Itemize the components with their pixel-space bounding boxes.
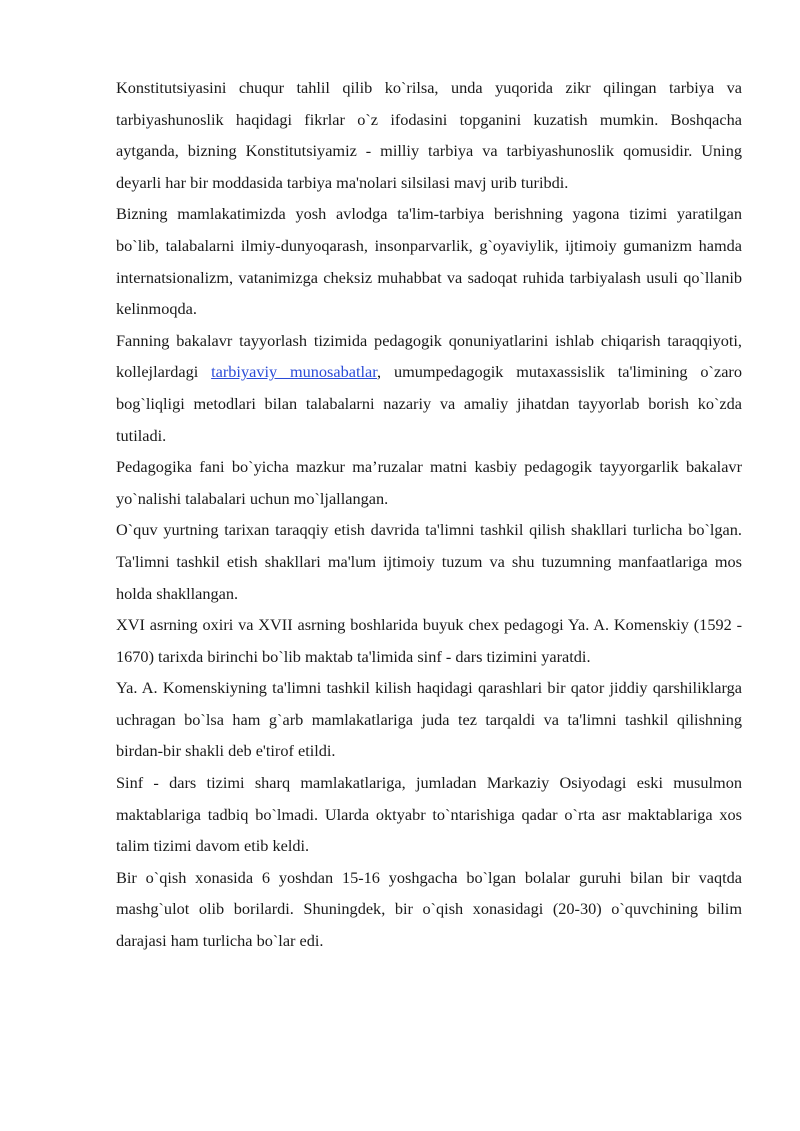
paragraph-class-lesson-east: Sinf - dars tizimi sharq mamlakatlariga, jumladan Markaziy Osiyodagi eski musulmon maktablariga tadbiq bo`lmadi. Ularda oktyabr to`ntarishiga qadar o`rta asr maktablariga xos talim tizimi davom etib keldi.	[116, 773, 742, 856]
paragraph-lecture-notes: Pedagogika fani bo`yicha mazkur ma’ruzalar matni kasbiy pedagogik tayyorgarlik bakalavr yo`nalishi talabalari uchun mo`ljallangan.	[116, 457, 742, 508]
document-page	[116, 72, 742, 957]
paragraph-text-after-link: , umumpedagogik mutaxassislik ta'limining o`zaro bog`liqligi metodlari bilan talabalarni nazariy va amaliy jihatdan tayyorlab borish ko`zda tutiladi.	[116, 362, 742, 445]
paragraph-classroom-groups: Bir o`qish xonasida 6 yoshdan 15-16 yoshgacha bo`lgan bolalar guruhi bilan bir vaqtda mashg`ulot olib borilardi. Shuningdek, bir o`qish xonasidagi (20-30) o`quvchining bilim darajasi ham turlicha bo`lar edi.	[116, 867, 742, 951]
paragraph-constitution: Konstitutsiyasini chuqur tahlil qilib ko`rilsa, unda yuqorida zikr qilingan tarbiya va tarbiyashunoslik haqidagi fikrlar o`z ifodasini topganini kuzatish mumkin. Boshqacha aytganda, bizning Konstitutsiyamiz - milliy tarbiya va tarbiyashunoslik qomusidir. Uning deyarli har bir moddasida tarbiya ma'nolari silsilasi mavj urib turibdi.	[116, 78, 742, 192]
paragraph-komensky: XVI asrning oxiri va XVII asrning boshlarida buyuk chex pedagogi Ya. A. Komenskiy (1592 - 1670) tarixda birinchi bo`lib maktab ta'limida sinf - dars tizimini yaratdi.	[116, 615, 742, 666]
paragraph-bachelor-training	[116, 325, 742, 451]
paragraph-education-system: Bizning mamlakatimizda yosh avlodga ta'lim-tarbiya berishning yagona tizimi yaratilgan bo`lib, talabalarni ilmiy-dunyoqarash, insonparvarlik, g`oyaviylik, ijtimoiy gumanizm hamda internatsionalizm, vatanimizga cheksiz muhabbat va sadoqat ruhida tarbiyalash usuli qo`llanib kelinmoqda.	[116, 204, 742, 319]
paragraph-text-before-link: Fanning bakalavr tayyorlash tizimida pedagogik qonuniyatlarini ishlab chiqarish taraqqiyoti, kollejlardagi	[116, 330, 742, 382]
tarbiyaviy-munosabatlar-link[interactable]: tarbiyaviy munosabatlar	[211, 362, 378, 382]
paragraph-teaching-forms: O`quv yurtning tarixan taraqqiy etish davrida ta'limni tashkil qilish shakllari turlicha bo`lgan. Ta'limni tashkil etish shakllari ma'lum ijtimoiy tuzum va shu tuzumning manfaatlariga mos holda shakllangan.	[116, 520, 742, 603]
paragraph-komensky-views: Ya. A. Komenskiyning ta'limni tashkil kilish haqidagi qarashlari bir qator jiddiy qarshiliklarga uchragan bo`lsa ham g`arb mamlakatlariga juda tez tarqaldi va ta'limni tashkil qilishning birdan-bir shakli deb e'tirof etildi.	[116, 678, 742, 761]
